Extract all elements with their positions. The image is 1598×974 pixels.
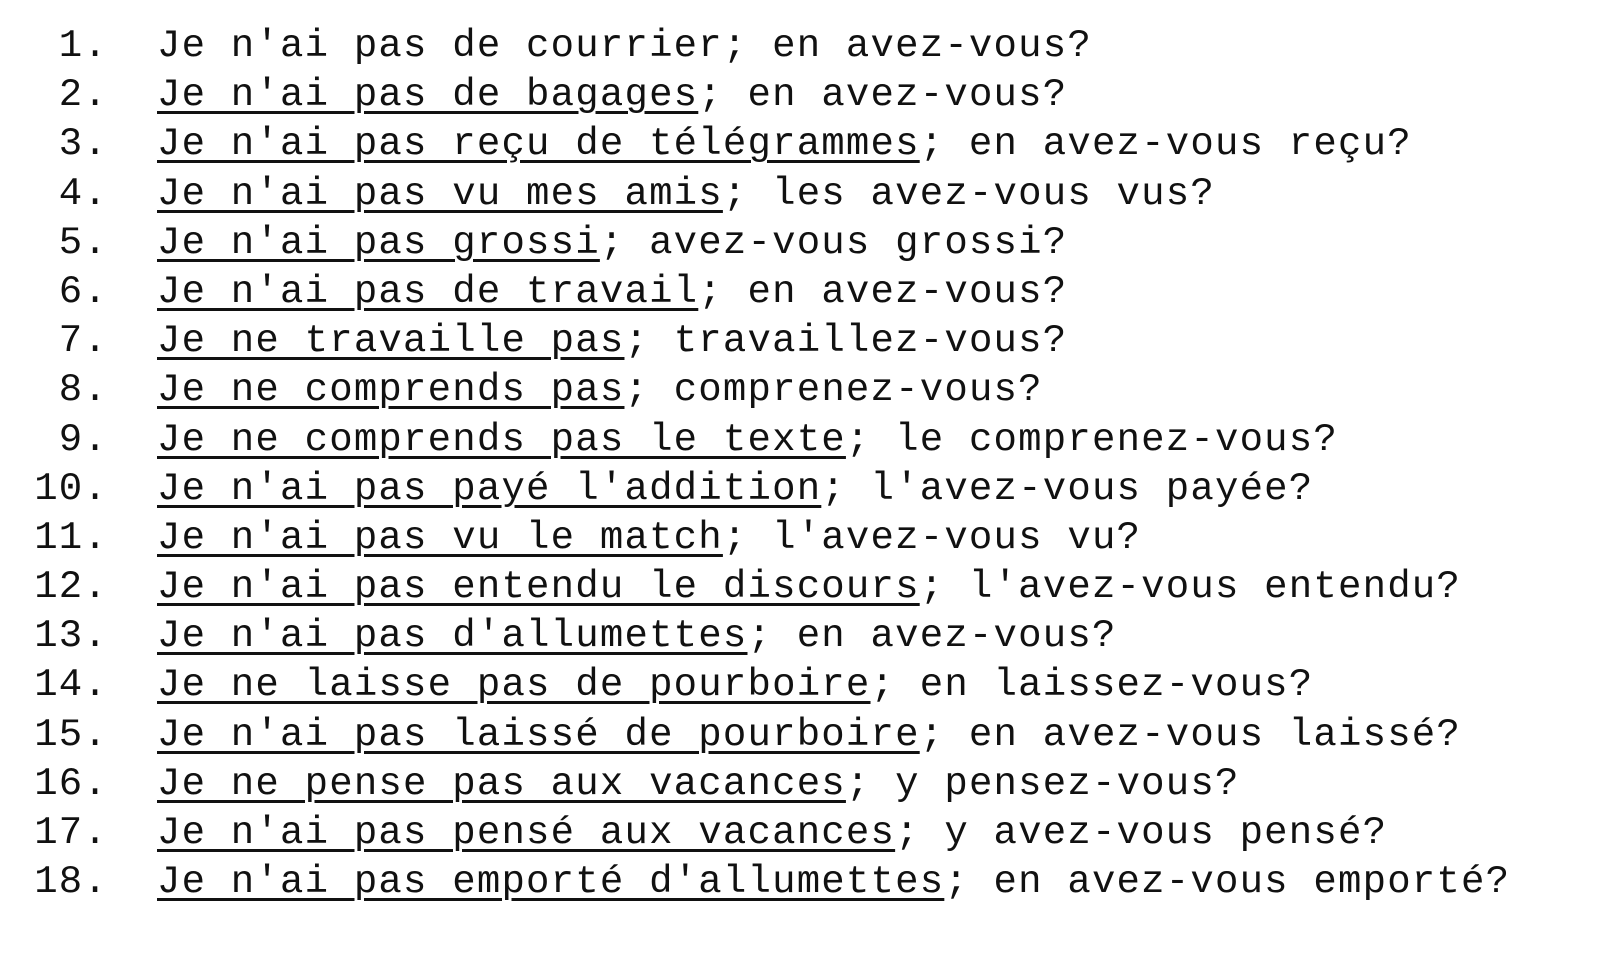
item-rest-text: ; l'avez-vous vu? (722, 515, 1142, 560)
item-text (157, 366, 1043, 415)
item-text (157, 858, 1510, 907)
item-rest-text: ; en avez-vous? (698, 73, 1068, 118)
item-number: 7. (58, 319, 108, 364)
list-item (0, 661, 1598, 710)
item-rest-text: ; en avez-vous laissé? (919, 712, 1462, 757)
item-text (157, 268, 1067, 317)
item-number: 14. (34, 663, 108, 708)
item-rest-text: ; en laissez-vous? (870, 663, 1314, 708)
item-text (157, 809, 1387, 858)
item-rest-text: ; les avez-vous vus? (722, 171, 1215, 216)
underlined-text: Je n'ai pas vu le match (157, 515, 723, 560)
item-number: 10. (34, 466, 108, 511)
list-item (0, 120, 1598, 169)
list-item (0, 809, 1598, 858)
item-number: 5. (58, 220, 108, 265)
item-rest-text: ; avez-vous grossi? (599, 220, 1068, 265)
underlined-text: Je n'ai pas d'allumettes (157, 614, 748, 659)
list-item (0, 268, 1598, 317)
item-text (157, 22, 1092, 71)
list-item (0, 465, 1598, 514)
item-rest-text: ; l'avez-vous payée? (821, 466, 1314, 511)
item-rest-text: ; en avez-vous emporté? (944, 860, 1511, 905)
item-number: 12. (34, 565, 108, 610)
underlined-text: Je n'ai pas de travail (157, 269, 699, 314)
item-text (157, 170, 1215, 219)
underlined-text: Je ne pense pas aux vacances (157, 761, 846, 806)
list-item (0, 711, 1598, 760)
item-rest-text: ; le comprenez-vous? (845, 417, 1338, 462)
underlined-text: Je n'ai pas payé l'addition (157, 466, 822, 511)
underlined-text: Je n'ai pas entendu le discours (157, 565, 920, 610)
list-item (0, 170, 1598, 219)
item-number: 1. (58, 24, 108, 68)
exercise-list (0, 22, 1598, 907)
item-text (157, 760, 1240, 809)
item-number: 18. (34, 860, 108, 905)
item-rest-text: ; y avez-vous pensé? (895, 811, 1388, 855)
item-text (157, 120, 1412, 169)
item-rest-text: ; comprenez-vous? (624, 368, 1043, 413)
item-rest-text: ; en avez-vous? (747, 614, 1117, 659)
list-item (0, 219, 1598, 268)
item-number: 17. (34, 811, 108, 855)
list-item (0, 612, 1598, 661)
underlined-text: Je n'ai pas emporté d'allumettes (157, 860, 945, 905)
item-rest-text: ; en avez-vous? (698, 269, 1068, 314)
item-text (157, 711, 1461, 760)
item-number: 9. (58, 417, 108, 462)
item-number: 2. (58, 73, 108, 118)
item-rest-text: Je n'ai pas de courrier; en avez-vous? (157, 24, 1092, 68)
list-item (0, 71, 1598, 120)
item-text (157, 612, 1117, 661)
underlined-text: Je ne travaille pas (157, 319, 625, 364)
item-number: 11. (34, 515, 108, 560)
item-number: 15. (34, 712, 108, 757)
item-rest-text: ; y pensez-vous? (845, 761, 1240, 806)
item-number: 13. (34, 614, 108, 659)
item-number: 4. (58, 171, 108, 216)
list-item (0, 22, 1598, 71)
item-text (157, 317, 1067, 366)
underlined-text: Je ne comprends pas (157, 368, 625, 413)
underlined-text: Je ne laisse pas de pourboire (157, 663, 871, 708)
underlined-text: Je n'ai pas pensé aux vacances (157, 811, 896, 855)
item-number: 3. (58, 122, 108, 167)
item-text (157, 563, 1461, 612)
underlined-text: Je n'ai pas de bagages (157, 73, 699, 118)
item-number: 6. (58, 269, 108, 314)
underlined-text: Je ne comprends pas le texte (157, 417, 846, 462)
item-number: 16. (34, 761, 108, 806)
list-item (0, 416, 1598, 465)
item-text (157, 514, 1141, 563)
list-item (0, 366, 1598, 415)
list-item (0, 514, 1598, 563)
list-item (0, 858, 1598, 907)
item-text (157, 71, 1067, 120)
item-rest-text: ; l'avez-vous entendu? (919, 565, 1462, 610)
underlined-text: Je n'ai pas grossi (157, 220, 600, 265)
item-text (157, 219, 1067, 268)
list-item (0, 760, 1598, 809)
item-rest-text: ; travaillez-vous? (624, 319, 1068, 364)
item-number: 8. (58, 368, 108, 413)
item-rest-text: ; en avez-vous reçu? (919, 122, 1412, 167)
list-item (0, 563, 1598, 612)
item-text (157, 465, 1313, 514)
item-text (157, 416, 1338, 465)
item-text (157, 661, 1313, 710)
list-item (0, 317, 1598, 366)
underlined-text: Je n'ai pas reçu de télégrammes (157, 122, 920, 167)
underlined-text: Je n'ai pas vu mes amis (157, 171, 723, 216)
underlined-text: Je n'ai pas laissé de pourboire (157, 712, 920, 757)
